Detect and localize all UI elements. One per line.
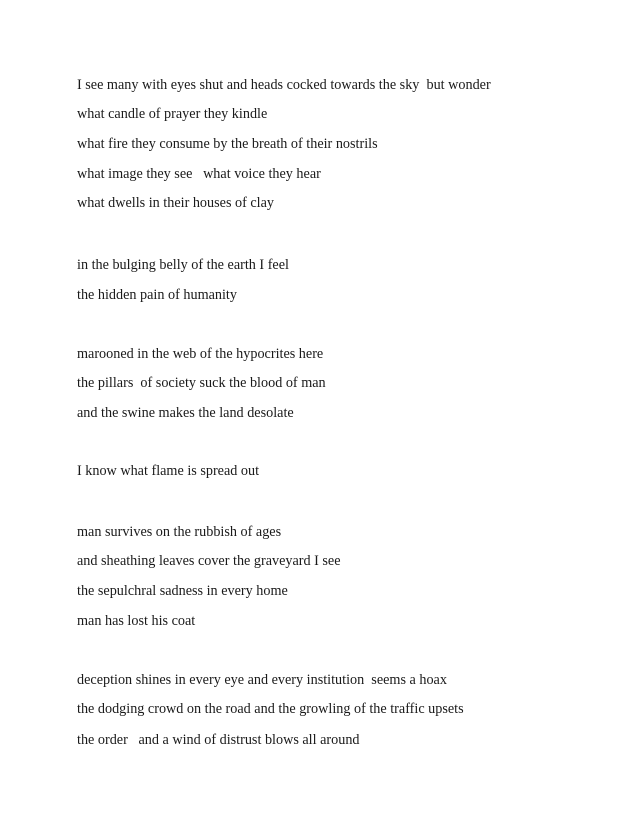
- poem-line: what candle of prayer they kindle: [77, 106, 268, 122]
- poem-line: the pillars of society suck the blood of man: [77, 375, 326, 391]
- poem-line: in the bulging belly of the earth I feel: [77, 257, 289, 273]
- poem-line: I see many with eyes shut and heads cocked towards the sky but wonder: [77, 77, 491, 93]
- poem-line: what dwells in their houses of clay: [77, 195, 275, 211]
- poem-line: I know what flame is spread out: [77, 463, 260, 479]
- poem-line: the dodging crowd on the road and the growling of the traffic upsets: [77, 701, 464, 717]
- poem-line: what fire they consume by the breath of their nostrils: [77, 136, 378, 152]
- poem-line: man survives on the rubbish of ages: [77, 524, 282, 540]
- poem-line: the sepulchral sadness in every home: [77, 583, 288, 599]
- poem-line: man has lost his coat: [77, 613, 196, 629]
- poem-line: deception shines in every eye and every institution seems a hoax: [77, 672, 447, 688]
- poem-line: and the swine makes the land desolate: [77, 405, 294, 421]
- poem-line: the hidden pain of humanity: [77, 287, 237, 303]
- poem-line: the order and a wind of distrust blows all around: [77, 732, 360, 748]
- poem-line: and sheathing leaves cover the graveyard I see: [77, 553, 341, 569]
- poem-line: marooned in the web of the hypocrites here: [77, 346, 324, 362]
- poem-line: what image they see what voice they hear: [77, 166, 321, 182]
